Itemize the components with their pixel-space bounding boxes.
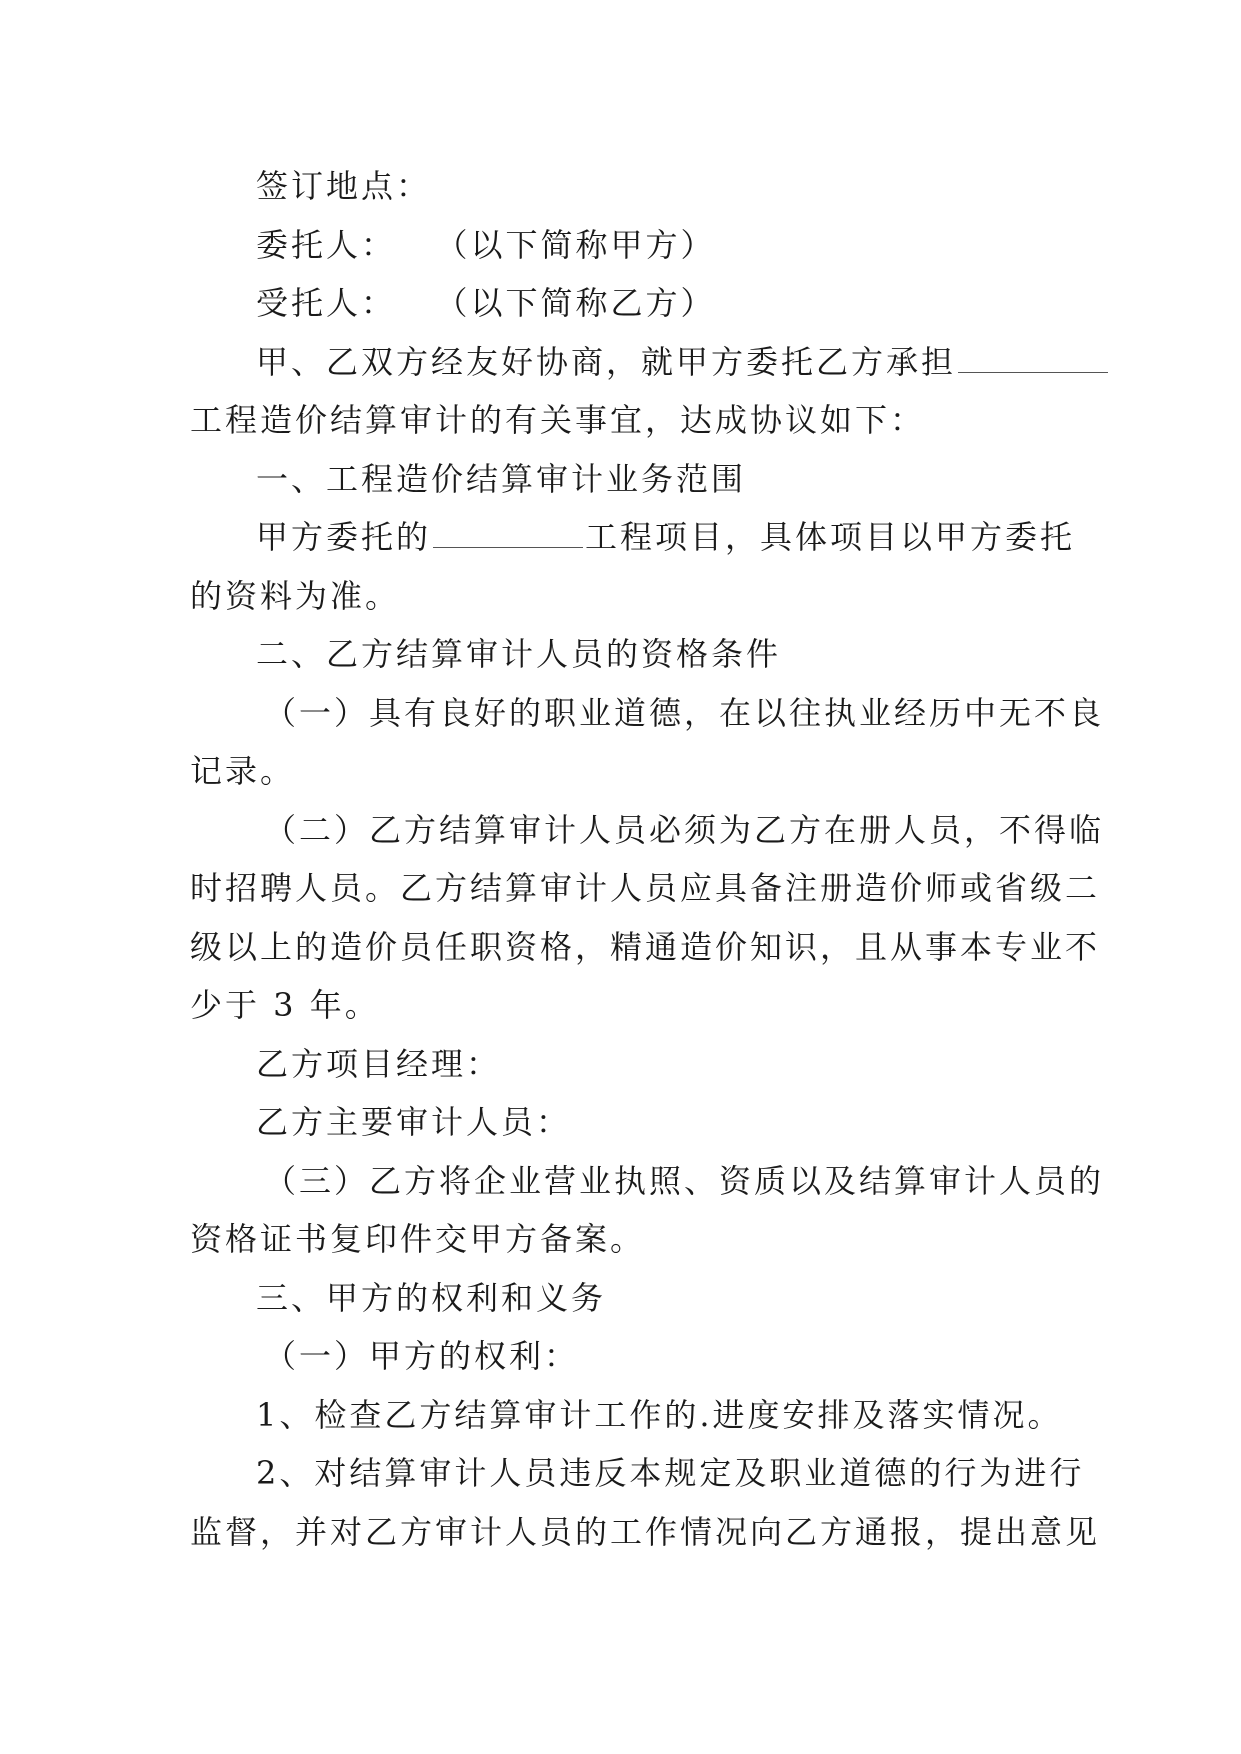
scope-text-a: 甲方委托的 — [256, 518, 432, 556]
section-3-heading: 三、甲方的权利和义务 — [256, 1278, 607, 1317]
qualification-2-line-2: 时招聘人员。乙方结算审计人员应具备注册造价师或省级二 — [190, 869, 1101, 907]
agreement-intro-continued: 工程造价结算审计的有关事宜，达成协议如下： — [190, 401, 926, 439]
right-2-continued: 监督，并对乙方审计人员的工作情况向乙方通报，提出意见 — [190, 1512, 1101, 1551]
agent-line: 受托人： （以下简称乙方） — [256, 284, 716, 322]
section-1-heading: 一、工程造价结算审计业务范围 — [256, 459, 747, 498]
qualification-2-line-4: 少于 3 年。 — [190, 986, 380, 1024]
document-body — [190, 157, 1105, 1561]
scope-line — [190, 508, 1076, 567]
agreement-intro-line — [190, 333, 1048, 392]
qualification-2-line-3: 级以上的造价员任职资格，精通造价知识，且从事本专业不 — [190, 927, 1101, 966]
main-auditors-line: 乙方主要审计人员： — [256, 1103, 572, 1141]
project-manager-line: 乙方项目经理： — [256, 1044, 502, 1083]
qualification-2: （二）乙方结算审计人员必须为乙方在册人员，不得临 — [264, 810, 1105, 849]
project-blank — [433, 521, 583, 548]
scope-text-b: 工程项目，具体项目以甲方委托 — [585, 518, 1076, 556]
scope-continued: 的资料为准。 — [190, 576, 401, 615]
agreement-intro-text: 甲、乙双方经友好协商，就甲方委托乙方承担 — [256, 342, 957, 381]
qualification-3-continued: 资格证书复印件交甲方备案。 — [190, 1220, 646, 1258]
section-2-heading: 二、乙方结算审计人员的资格条件 — [256, 635, 782, 673]
right-1: 1、检查乙方结算审计工作的.进度安排及落实情况。 — [256, 1395, 1063, 1434]
right-2: 2、对结算审计人员违反本规定及职业道德的行为进行 — [256, 1454, 1085, 1492]
qualification-1-continued: 记录。 — [190, 752, 296, 790]
project-name-blank — [958, 346, 1108, 373]
qualification-3: （三）乙方将企业营业执照、资质以及结算审计人员的 — [264, 1161, 1105, 1200]
principal-line: 委托人： （以下简称甲方） — [256, 225, 716, 264]
party-a-rights-heading: （一）甲方的权利： — [264, 1337, 580, 1375]
signing-place-line: 签订地点： — [256, 167, 432, 205]
qualification-1: （一）具有良好的职业道德，在以往执业经历中无不良 — [264, 693, 1105, 732]
